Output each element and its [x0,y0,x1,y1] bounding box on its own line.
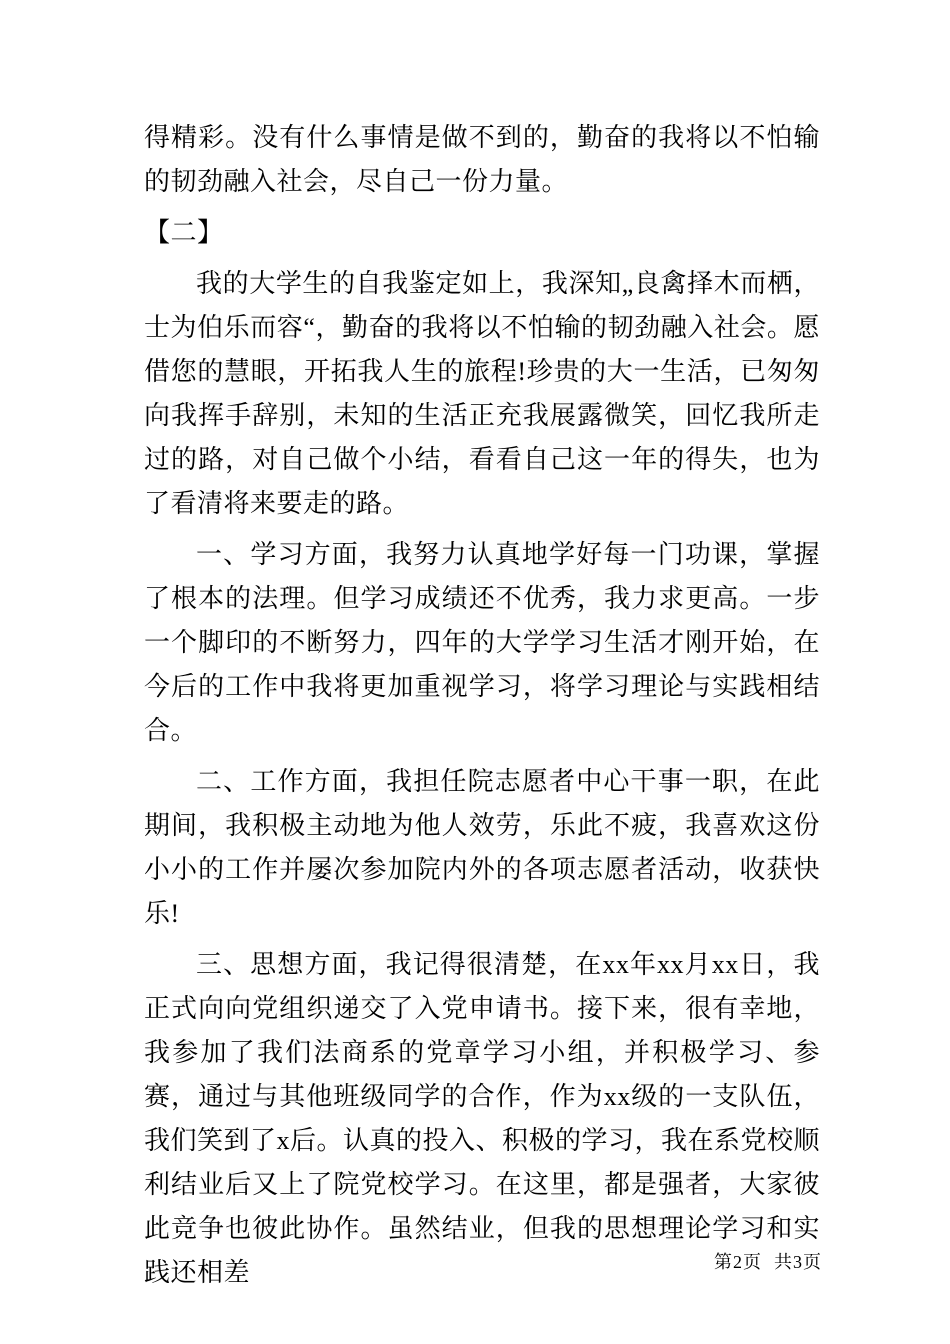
paragraph-continuation: 得精彩。没有什么事情是做不到的，勤奋的我将以不怕输的韧劲融入社会，尽自己一份力量。 [144,123,820,196]
page-footer [714,1251,822,1273]
section-heading: 【二】 [144,218,224,247]
paragraph-work: 二、工作方面，我担任院志愿者中心干事一职，在此期间，我积极主动地为他人效劳，乐此不疲，我喜欢这份小小的工作并屡次参加院内外的各项志愿者活动，收获快乐! [144,767,820,928]
page-number-total: 共3页 [774,1252,822,1272]
paragraph-thought: 三、思想方面，我记得很清楚，在xx年xx月xx日，我正式向向党组织递交了入党申请书。接下来，很有幸地，我参加了我们法商系的党章学习小组，并积极学习、参赛，通过与其他班级同学的合作，作为xx级的一支队伍，我们笑到了x后。认真的投入、积极的学习，我在系党校顺利结业后又上了院党校学习。在这里，都是强者，大家彼此竞争也彼此协作。虽然结业，但我的思想理论学习和实践还相差 [144,950,821,1287]
document-body [144,116,820,1302]
page-number-current: 第2页 [714,1252,762,1272]
paragraph-intro: 我的大学生的自我鉴定如上，我深知„良禽择木而栖，士为伯乐而容“，勤奋的我将以不怕输的韧劲融入社会。愿借您的慧眼，开拓我人生的旅程!珍贵的大一生活，已匆匆向我挥手辞别，未知的生活正充我展露微笑，回忆我所走过的路，对自己做个小结，看看自己这一年的得失，也为了看清将来要走的路。 [144,269,820,518]
paragraph-study: 一、学习方面，我努力认真地学好每一门功课，掌握了根本的法理。但学习成绩还不优秀，我力求更高。一步一个脚印的不断努力，四年的大学学习生活才刚开始，在今后的工作中我将更加重视学习，将学习理论与实践相结合。 [144,540,820,745]
